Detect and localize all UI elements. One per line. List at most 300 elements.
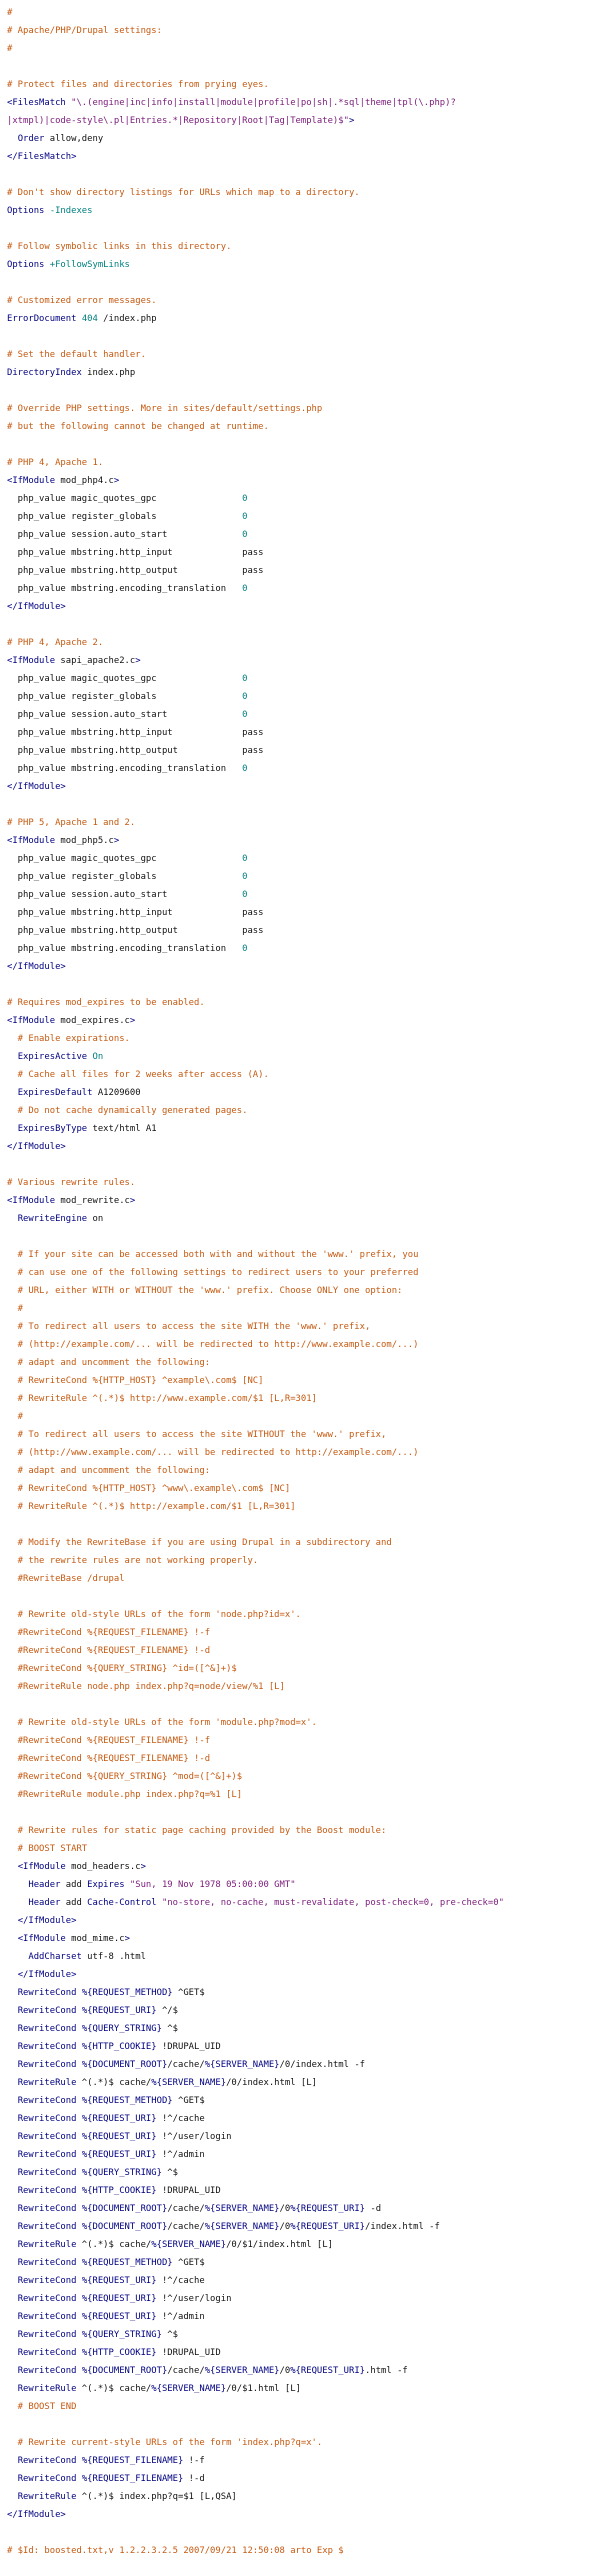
code-text: /0/index.html [L] xyxy=(226,2078,317,2088)
code-line xyxy=(7,1246,593,1264)
code-text: mod_expires.c xyxy=(55,1016,130,1026)
code-line xyxy=(7,130,593,148)
code-comment: # Don't show directory listings for URLs which map to a directory. xyxy=(7,188,360,198)
code-string: "\.(engine|inc|info|install|module|profile|po|sh|.*sql|theme|tpl(\.php)? xyxy=(71,98,456,108)
code-line xyxy=(7,2128,593,2146)
code-text: /0/$1/index.html [L] xyxy=(226,2240,333,2250)
code-comment: # RewriteCond %{HTTP_HOST} ^www\.example\.com$ [NC] xyxy=(7,1484,291,1494)
code-text xyxy=(7,1124,18,1134)
code-text: !DRUPAL_UID xyxy=(156,2186,221,2196)
code-line xyxy=(7,1210,593,1228)
code-line xyxy=(7,904,593,922)
code-line xyxy=(7,4,593,22)
code-line xyxy=(7,454,593,472)
code-directive: </IfModule> xyxy=(7,602,66,612)
code-line xyxy=(7,1876,593,1894)
code-directive: > xyxy=(140,1862,146,1872)
code-line xyxy=(7,220,593,238)
code-line xyxy=(7,1444,593,1462)
code-comment: # Rewrite rules for static page caching provided by the Boost module: xyxy=(7,1826,387,1836)
code-line xyxy=(7,2452,593,2470)
code-line xyxy=(7,2434,593,2452)
code-comment: # PHP 4, Apache 1. xyxy=(7,458,104,468)
code-comment: # Rewrite old-style URLs of the form 'node.php?id=x'. xyxy=(7,1610,301,1620)
code-line xyxy=(7,1840,593,1858)
code-line xyxy=(7,2272,593,2290)
code-line xyxy=(7,400,593,418)
code-comment: # URL, either WITH or WITHOUT the 'www.' prefix. Choose ONLY one option: xyxy=(7,1286,403,1296)
code-line xyxy=(7,2506,593,2524)
code-text: /cache/ xyxy=(167,2366,205,2376)
code-text xyxy=(7,2222,18,2232)
code-directive: <IfModule xyxy=(17,1862,66,1872)
code-text xyxy=(7,1880,28,1890)
code-line xyxy=(7,1102,593,1120)
code-text: ^(.*)$ cache/ xyxy=(76,2384,152,2394)
code-directive: <IfModule xyxy=(7,1016,56,1026)
code-line xyxy=(7,328,593,346)
code-line xyxy=(7,580,593,598)
code-line xyxy=(7,40,593,58)
code-text: !^/user/login xyxy=(156,2132,232,2142)
code-text: ^GET$ xyxy=(172,2258,205,2268)
code-text xyxy=(7,1952,28,1962)
code-line xyxy=(7,1768,593,1786)
code-line xyxy=(7,2416,593,2434)
code-directive: RewriteCond xyxy=(17,2096,77,2106)
code-line xyxy=(7,2218,593,2236)
code-text: sapi_apache2.c xyxy=(55,656,136,666)
code-line xyxy=(7,2074,593,2092)
code-value: 0 xyxy=(242,890,248,900)
code-value: 0 xyxy=(242,584,248,594)
code-text: !DRUPAL_UID xyxy=(156,2348,221,2358)
code-text xyxy=(7,1988,18,1998)
code-value: 0 xyxy=(242,710,248,720)
code-variable: %{SERVER_NAME} xyxy=(151,2384,227,2394)
code-directive: </IfModule> xyxy=(7,962,66,972)
code-text xyxy=(7,2204,18,2214)
code-text xyxy=(7,2150,18,2160)
code-text xyxy=(7,1052,18,1062)
code-line xyxy=(7,346,593,364)
code-directive: Order xyxy=(17,134,45,144)
code-text: /0/index.html -f xyxy=(279,2060,366,2070)
code-text: A1209600 xyxy=(92,1088,141,1098)
code-line xyxy=(7,1822,593,1840)
code-line xyxy=(7,2362,593,2380)
code-value: 0 xyxy=(242,512,248,522)
code-variable: %{REQUEST_FILENAME} xyxy=(81,2456,184,2466)
code-line xyxy=(7,2398,593,2416)
code-variable: %{REQUEST_URI} xyxy=(81,2294,157,2304)
code-directive: RewriteCond xyxy=(17,2330,77,2340)
code-text: php_value mbstring.http_input pass xyxy=(7,728,264,738)
code-text: allow,deny xyxy=(44,134,104,144)
code-comment: # xyxy=(7,8,13,18)
code-line xyxy=(7,256,593,274)
code-line xyxy=(7,2524,593,2542)
code-directive: RewriteCond xyxy=(17,2222,77,2232)
code-directive: RewriteCond xyxy=(17,2366,77,2376)
code-variable: %{SERVER_NAME} xyxy=(204,2060,280,2070)
code-value: 0 xyxy=(242,872,248,882)
code-directive: </FilesMatch> xyxy=(7,152,77,162)
code-text xyxy=(7,2096,18,2106)
code-directive: > xyxy=(129,1016,136,1026)
code-line xyxy=(7,1498,593,1516)
code-variable: %{SERVER_NAME} xyxy=(151,2078,227,2088)
code-comment: #RewriteCond %{REQUEST_FILENAME} !-f xyxy=(7,1736,211,1746)
code-line xyxy=(7,2380,593,2398)
code-line xyxy=(7,1354,593,1372)
code-comment: # To redirect all users to access the site WITHOUT the 'www.' prefix, xyxy=(7,1430,387,1440)
code-comment: # but the following cannot be changed at runtime. xyxy=(7,422,269,432)
code-value: 0 xyxy=(242,764,248,774)
code-directive: RewriteCond xyxy=(17,2276,77,2286)
code-text: php_value mbstring.encoding_translation xyxy=(7,944,243,954)
code-text: ^(.*)$ index.php?q=$1 [L,QSA] xyxy=(76,2492,237,2502)
code-comment: # RewriteRule ^(.*)$ http://www.example.com/$1 [L,R=301] xyxy=(7,1394,317,1404)
code-comment: # Rewrite current-style URLs of the form 'index.php?q=x'. xyxy=(7,2438,323,2448)
code-text: .html -f xyxy=(365,2366,408,2376)
code-value: On xyxy=(92,1052,104,1062)
code-text: !^/cache xyxy=(156,2276,205,2286)
code-directive: <IfModule xyxy=(7,476,56,486)
code-line xyxy=(7,418,593,436)
code-comment: # If your site can be accessed both with and without the 'www.' prefix, you xyxy=(7,1250,419,1260)
code-directive: RewriteCond xyxy=(17,2348,77,2358)
code-line xyxy=(7,1120,593,1138)
code-value: 0 xyxy=(242,854,248,864)
code-text: php_value register_globals xyxy=(7,512,243,522)
code-line xyxy=(7,184,593,202)
code-line xyxy=(7,544,593,562)
code-directive: </IfModule> xyxy=(17,1916,77,1926)
code-comment: # Do not cache dynamically generated pages. xyxy=(7,1106,248,1116)
code-directive: <FilesMatch xyxy=(7,98,66,108)
code-line xyxy=(7,94,593,112)
code-line xyxy=(7,1390,593,1408)
code-line xyxy=(7,2542,593,2560)
code-line xyxy=(7,2020,593,2038)
code-directive: > xyxy=(129,1196,136,1206)
code-line xyxy=(7,472,593,490)
code-line xyxy=(7,202,593,220)
code-variable: %{QUERY_STRING} xyxy=(81,2024,162,2034)
code-line xyxy=(7,1678,593,1696)
code-variable: %{REQUEST_URI} xyxy=(81,2312,157,2322)
code-directive: Options xyxy=(7,260,45,270)
code-line xyxy=(7,1966,593,1984)
code-line xyxy=(7,940,593,958)
code-text xyxy=(7,2078,18,2088)
code-variable: %{REQUEST_URI} xyxy=(81,2114,157,2124)
code-directive: RewriteRule xyxy=(17,2492,77,2502)
code-text: !^/user/login xyxy=(156,2294,232,2304)
code-line xyxy=(7,706,593,724)
code-comment: # RewriteCond %{HTTP_HOST} ^example\.com$ [NC] xyxy=(7,1376,264,1386)
code-text xyxy=(7,2384,18,2394)
code-comment: #RewriteRule module.php index.php?q=%1 [L] xyxy=(7,1790,243,1800)
code-value: 0 xyxy=(242,674,248,684)
code-comment: #RewriteBase /drupal xyxy=(7,1574,125,1584)
code-variable: %{HTTP_COOKIE} xyxy=(81,2042,157,2052)
code-line xyxy=(7,1174,593,1192)
code-line xyxy=(7,526,593,544)
code-text: /0/$1.html [L] xyxy=(226,2384,301,2394)
code-line xyxy=(7,1228,593,1246)
code-directive: </IfModule> xyxy=(7,782,66,792)
code-text: mod_php5.c xyxy=(55,836,114,846)
code-variable: %{REQUEST_FILENAME} xyxy=(81,2474,184,2484)
code-line xyxy=(7,436,593,454)
code-text xyxy=(7,2006,18,2016)
code-comment: # Protect files and directories from prying eyes. xyxy=(7,80,269,90)
code-text: !^/cache xyxy=(156,2114,205,2124)
code-comment: # Customized error messages. xyxy=(7,296,157,306)
code-text xyxy=(7,1862,18,1872)
code-text xyxy=(7,2024,18,2034)
code-comment: # the rewrite rules are not working properly. xyxy=(7,1556,259,1566)
code-line xyxy=(7,148,593,166)
code-line xyxy=(7,1372,593,1390)
code-variable: %{DOCUMENT_ROOT} xyxy=(81,2366,168,2376)
code-line xyxy=(7,1588,593,1606)
code-line xyxy=(7,1300,593,1318)
code-line xyxy=(7,994,593,1012)
code-comment: # PHP 4, Apache 2. xyxy=(7,638,104,648)
code-text xyxy=(7,2492,18,2502)
code-text xyxy=(7,134,18,144)
code-text: add xyxy=(60,1898,88,1908)
code-directive: <IfModule xyxy=(7,656,56,666)
code-text: php_value magic_quotes_gpc xyxy=(7,494,243,504)
code-text: php_value session.auto_start xyxy=(7,530,243,540)
code-variable: %{SERVER_NAME} xyxy=(204,2204,280,2214)
code-line xyxy=(7,562,593,580)
code-text: utf-8 .html xyxy=(81,1952,146,1962)
code-variable: %{REQUEST_URI} xyxy=(81,2150,157,2160)
code-text: php_value mbstring.http_input pass xyxy=(7,908,264,918)
code-line xyxy=(7,1642,593,1660)
code-line xyxy=(7,1858,593,1876)
code-line xyxy=(7,1480,593,1498)
code-line xyxy=(7,166,593,184)
code-text: php_value register_globals xyxy=(7,872,243,882)
code-directive: RewriteCond xyxy=(17,2024,77,2034)
code-comment: # can use one of the following settings to redirect users to your preferred xyxy=(7,1268,419,1278)
code-line xyxy=(7,976,593,994)
code-text: /index.html -f xyxy=(365,2222,440,2232)
code-line xyxy=(7,382,593,400)
code-directive: <IfModule xyxy=(7,1196,56,1206)
code-text: !^/admin xyxy=(156,2312,205,2322)
code-line xyxy=(7,2092,593,2110)
code-value: 0 xyxy=(242,692,248,702)
code-line xyxy=(7,742,593,760)
code-directive: RewriteCond xyxy=(17,2132,77,2142)
code-text: php_value magic_quotes_gpc xyxy=(7,854,243,864)
code-line xyxy=(7,1552,593,1570)
code-comment: # $Id: boosted.txt,v 1.2.2.3.2.5 2007/09/21 12:50:08 arto Exp $ xyxy=(7,2546,344,2556)
code-directive: RewriteCond xyxy=(17,2168,77,2178)
code-directive: RewriteEngine xyxy=(17,1214,88,1224)
code-line xyxy=(7,2110,593,2128)
code-text: ^$ xyxy=(161,2024,178,2034)
code-line xyxy=(7,274,593,292)
code-text: !-d xyxy=(183,2474,205,2484)
code-line xyxy=(7,1282,593,1300)
code-comment: #RewriteCond %{REQUEST_FILENAME} !-f xyxy=(7,1628,211,1638)
code-variable: %{REQUEST_URI} xyxy=(81,2276,157,2286)
code-text xyxy=(7,1934,18,1944)
code-text: php_value mbstring.encoding_translation xyxy=(7,764,243,774)
code-text: ^GET$ xyxy=(172,2096,205,2106)
code-text: /cache/ xyxy=(167,2060,205,2070)
code-directive: Options xyxy=(7,206,45,216)
code-text: !^/admin xyxy=(156,2150,205,2160)
code-directive: RewriteCond xyxy=(17,2258,77,2268)
code-comment: # BOOST END xyxy=(7,2402,77,2412)
code-text: php_value mbstring.encoding_translation xyxy=(7,584,243,594)
code-line xyxy=(7,1606,593,1624)
code-text: text/html A1 xyxy=(87,1124,157,1134)
code-directive: > xyxy=(135,656,141,666)
code-text: php_value mbstring.http_output pass xyxy=(7,746,264,756)
code-directive: > xyxy=(113,836,120,846)
code-text xyxy=(7,2258,18,2268)
code-variable: %{SERVER_NAME} xyxy=(151,2240,227,2250)
code-text: !DRUPAL_UID xyxy=(156,2042,221,2052)
code-comment: #RewriteCond %{REQUEST_FILENAME} !-d xyxy=(7,1646,211,1656)
code-line xyxy=(7,2326,593,2344)
code-variable: %{REQUEST_URI} xyxy=(290,2204,366,2214)
code-variable: %{DOCUMENT_ROOT} xyxy=(81,2060,168,2070)
code-line xyxy=(7,886,593,904)
code-text xyxy=(7,1916,18,1926)
code-text: php_value mbstring.http_output pass xyxy=(7,926,264,936)
code-text: mod_headers.c xyxy=(65,1862,141,1872)
code-variable: %{HTTP_COOKIE} xyxy=(81,2186,157,2196)
code-line xyxy=(7,2344,593,2362)
code-text xyxy=(7,1214,18,1224)
code-comment: # To redirect all users to access the site WITH the 'www.' prefix, xyxy=(7,1322,371,1332)
code-variable: %{REQUEST_METHOD} xyxy=(81,2258,173,2268)
code-line xyxy=(7,1732,593,1750)
code-directive: > xyxy=(113,476,120,486)
code-line xyxy=(7,2002,593,2020)
code-text: php_value session.auto_start xyxy=(7,890,243,900)
code-line xyxy=(7,2236,593,2254)
code-comment: #RewriteRule node.php index.php?q=node/view/%1 [L] xyxy=(7,1682,285,1692)
code-line xyxy=(7,2290,593,2308)
code-directive: RewriteCond xyxy=(17,2312,77,2322)
code-text: /0 xyxy=(279,2366,291,2376)
code-value: +FollowSymLinks xyxy=(49,260,130,270)
code-comment: # adapt and uncomment the following: xyxy=(7,1358,211,1368)
code-line xyxy=(7,76,593,94)
code-text xyxy=(7,2132,18,2142)
code-line xyxy=(7,1660,593,1678)
code-text: ^$ xyxy=(161,2168,178,2178)
code-line xyxy=(7,1894,593,1912)
code-line xyxy=(7,1570,593,1588)
code-directive: RewriteCond xyxy=(17,2294,77,2304)
code-text: php_value mbstring.http_input pass xyxy=(7,548,264,558)
code-directive: RewriteCond xyxy=(17,2060,77,2070)
code-directive: RewriteCond xyxy=(17,2456,77,2466)
code-line xyxy=(7,598,593,616)
code-line xyxy=(7,670,593,688)
code-line xyxy=(7,310,593,328)
code-line xyxy=(7,1408,593,1426)
code-line xyxy=(7,1696,593,1714)
code-line xyxy=(7,958,593,976)
code-directive: RewriteCond xyxy=(17,2114,77,2124)
code-variable: %{SERVER_NAME} xyxy=(204,2366,280,2376)
code-line xyxy=(7,2308,593,2326)
code-string: |xtmpl)|code-style\.pl|Entries.*|Repository|Root|Tag|Template)$" xyxy=(7,116,349,126)
code-line xyxy=(7,2488,593,2506)
code-line xyxy=(7,688,593,706)
code-line xyxy=(7,1318,593,1336)
code-line xyxy=(7,22,593,40)
code-line xyxy=(7,508,593,526)
code-value: 0 xyxy=(242,494,248,504)
code-comment: # Enable expirations. xyxy=(7,1034,130,1044)
code-line xyxy=(7,922,593,940)
code-variable: %{REQUEST_URI} xyxy=(290,2366,366,2376)
code-line xyxy=(7,634,593,652)
code-line xyxy=(7,652,593,670)
code-comment: # Cache all files for 2 weeks after access (A). xyxy=(7,1070,269,1080)
code-line xyxy=(7,2056,593,2074)
code-line xyxy=(7,2164,593,2182)
code-line xyxy=(7,832,593,850)
code-line xyxy=(7,1786,593,1804)
code-directive: <IfModule xyxy=(7,836,56,846)
code-text xyxy=(7,2366,18,2376)
code-directive: > xyxy=(348,116,355,126)
code-line xyxy=(7,1624,593,1642)
code-line xyxy=(7,1426,593,1444)
code-variable: %{QUERY_STRING} xyxy=(81,2168,162,2178)
code-line xyxy=(7,1336,593,1354)
code-comment: #RewriteCond %{REQUEST_FILENAME} !-d xyxy=(7,1754,211,1764)
code-value: -Indexes xyxy=(49,206,93,216)
code-line xyxy=(7,490,593,508)
code-comment: # Set the default handler. xyxy=(7,350,146,360)
code-directive: AddCharset xyxy=(28,1952,82,1962)
code-text xyxy=(7,2060,18,2070)
code-comment: # Various rewrite rules. xyxy=(7,1178,136,1188)
code-variable: %{REQUEST_URI} xyxy=(81,2006,157,2016)
code-variable: %{HTTP_COOKIE} xyxy=(81,2348,157,2358)
code-string: "Sun, 19 Nov 1978 05:00:00 GMT" xyxy=(129,1880,296,1890)
code-text xyxy=(7,1898,28,1908)
code-text xyxy=(7,2294,18,2304)
code-text: php_value session.auto_start xyxy=(7,710,243,720)
code-directive: Expires xyxy=(87,1880,125,1890)
code-text: php_value mbstring.http_output pass xyxy=(7,566,264,576)
code-comment: # RewriteRule ^(.*)$ http://example.com/$1 [L,R=301] xyxy=(7,1502,296,1512)
code-line xyxy=(7,1462,593,1480)
code-line xyxy=(7,814,593,832)
code-line xyxy=(7,1030,593,1048)
code-variable: %{DOCUMENT_ROOT} xyxy=(81,2204,168,2214)
code-text: mod_mime.c xyxy=(65,1934,125,1944)
